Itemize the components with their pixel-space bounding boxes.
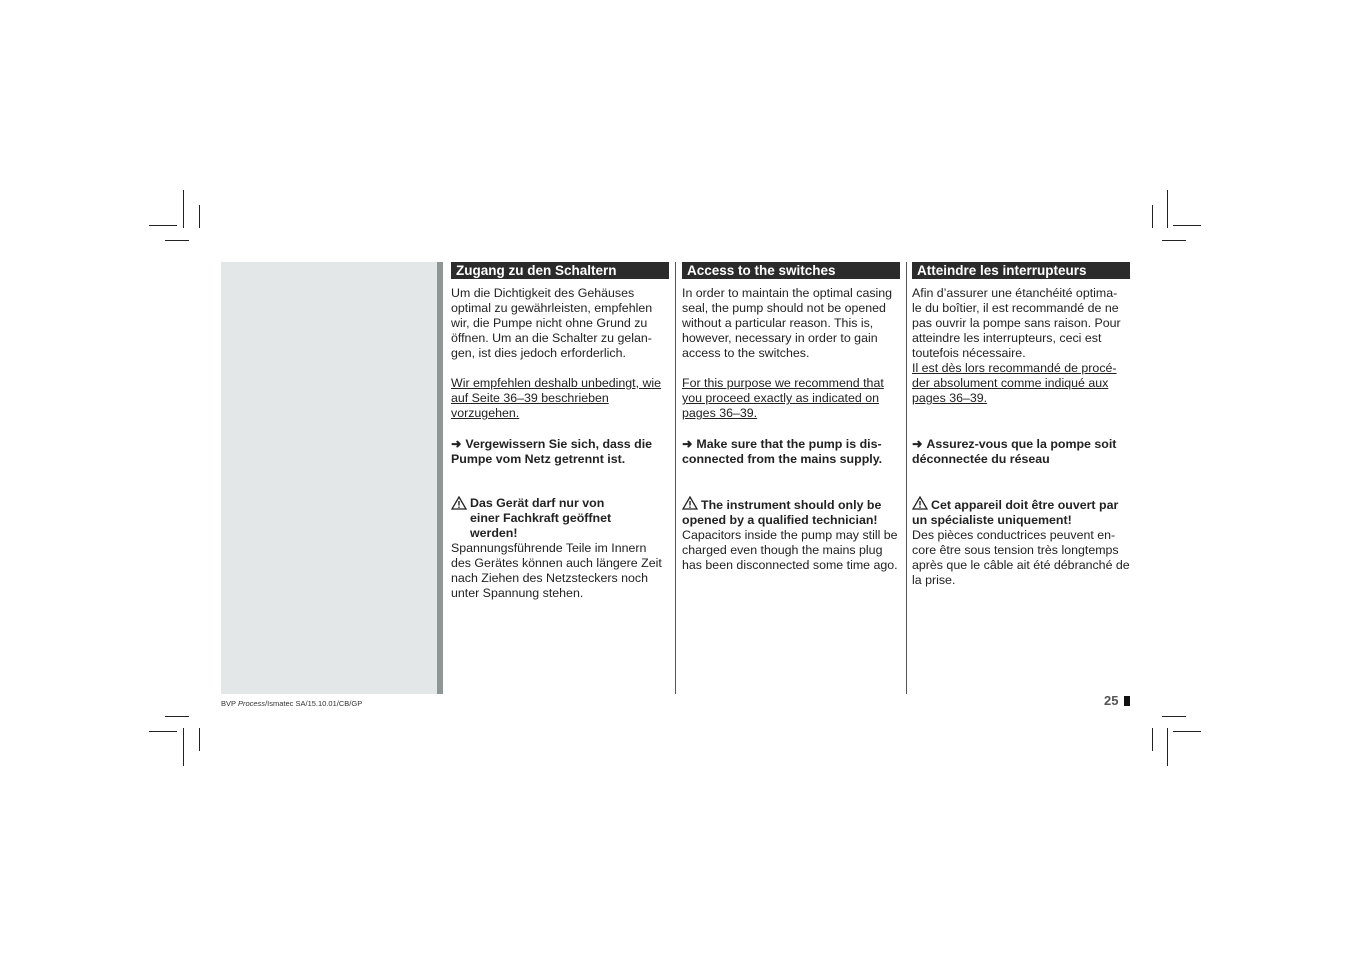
crop-mark (183, 190, 184, 228)
right-arrow-icon: ➜ (912, 437, 923, 451)
column-french (912, 262, 1130, 587)
warning-block (682, 496, 900, 573)
column-english (682, 262, 900, 572)
crop-mark (149, 225, 177, 226)
margin-panel (221, 262, 437, 694)
right-arrow-icon: ➜ (451, 437, 462, 451)
instruction-paragraph: ➜ Vergewissern Sie sich, dass die Pumpe vom Netz getrennt ist. (451, 437, 653, 466)
page-number: 25 (1104, 693, 1119, 708)
recommendation-paragraph: Il est dès lors recommandé de procé- der absolument comme indiqué aux pages 36–39. (912, 361, 1117, 405)
crop-mark (165, 716, 189, 717)
warning-title: Das Gerät darf nur von einer Fachkraft geöffnet werden! (470, 496, 612, 540)
section-heading: Zugang zu den Schaltern (451, 262, 669, 279)
warning-text: Des pièces conductrices peuvent en- core être sous tension très longtemps après que le câble ait été débranché de la prise. (912, 528, 1130, 587)
warning-text: Capacitors inside the pump may still be charged even though the mains plug has been disconnected some time ago. (682, 528, 898, 572)
section-heading: Access to the switches (682, 262, 900, 279)
crop-mark (199, 728, 200, 751)
column-german (451, 262, 669, 600)
warning-title: Cet appareil doit être ouvert par un spécialiste uniquement! (912, 498, 1119, 527)
crop-mark (1152, 205, 1153, 228)
column-divider (675, 262, 676, 694)
instruction-paragraph: ➜ Make sure that the pump is dis- connected from the mains supply. (682, 437, 883, 466)
page-marker (1124, 696, 1130, 706)
warning-block (451, 496, 669, 601)
intro-paragraph: Afin d’assurer une étanchéité optima- le du boîtier, il est recommandé de ne pas ouvrir la pompe sans raison. Pour atteindre les interrupteurs, ceci est toutefois nécessaire. (912, 286, 1121, 360)
intro-paragraph: Um die Dichtigkeit des Gehäuses optimal zu gewährleisten, empfehlen wir, die Pumpe nicht ohne Grund zu öffnen. Um an die Schalter zu gelan- gen, ist dies jedoch erforderlich. (451, 286, 653, 360)
warning-title: The instrument should only be opened by a qualified technician! (682, 498, 882, 527)
crop-mark (199, 205, 200, 228)
crop-mark (1167, 190, 1168, 228)
margin-bar (437, 262, 443, 694)
crop-mark (1173, 225, 1201, 226)
instruction-paragraph: ➜ Assurez-vous que la pompe soit déconnectée du réseau (912, 437, 1117, 466)
crop-mark (1162, 240, 1186, 241)
crop-mark (1167, 728, 1168, 766)
recommendation-paragraph: For this purpose we recommend that you proceed exactly as indicated on pages 36–39. (682, 376, 884, 420)
warning-triangle-icon (682, 496, 698, 510)
crop-mark (165, 240, 189, 241)
warning-triangle-icon (451, 496, 467, 510)
warning-block (912, 496, 1130, 588)
warning-text: Spannungsführende Teile im Innern des Gerätes können auch längere Zeit nach Ziehen des Netzsteckers noch unter Spannung stehen. (451, 541, 662, 600)
warning-triangle-icon (912, 496, 928, 510)
crop-mark (1173, 731, 1201, 732)
crop-mark (183, 728, 184, 766)
intro-paragraph: In order to maintain the optimal casing seal, the pump should not be opened without a particular reason. This is, however, necessary in order to gain access to the switches. (682, 286, 893, 360)
recommendation-paragraph: Wir empfehlen deshalb unbedingt, wie auf Seite 36–39 beschrieben vorzugehen. (451, 376, 662, 420)
section-heading: Atteindre les interrupteurs (912, 262, 1130, 279)
footer-reference: BVP Process/Ismatec SA/15.10.01/CB/GP (221, 699, 363, 708)
crop-mark (1152, 728, 1153, 751)
crop-mark (1162, 716, 1186, 717)
crop-mark (149, 731, 177, 732)
right-arrow-icon: ➜ (682, 437, 693, 451)
column-divider (906, 262, 907, 694)
